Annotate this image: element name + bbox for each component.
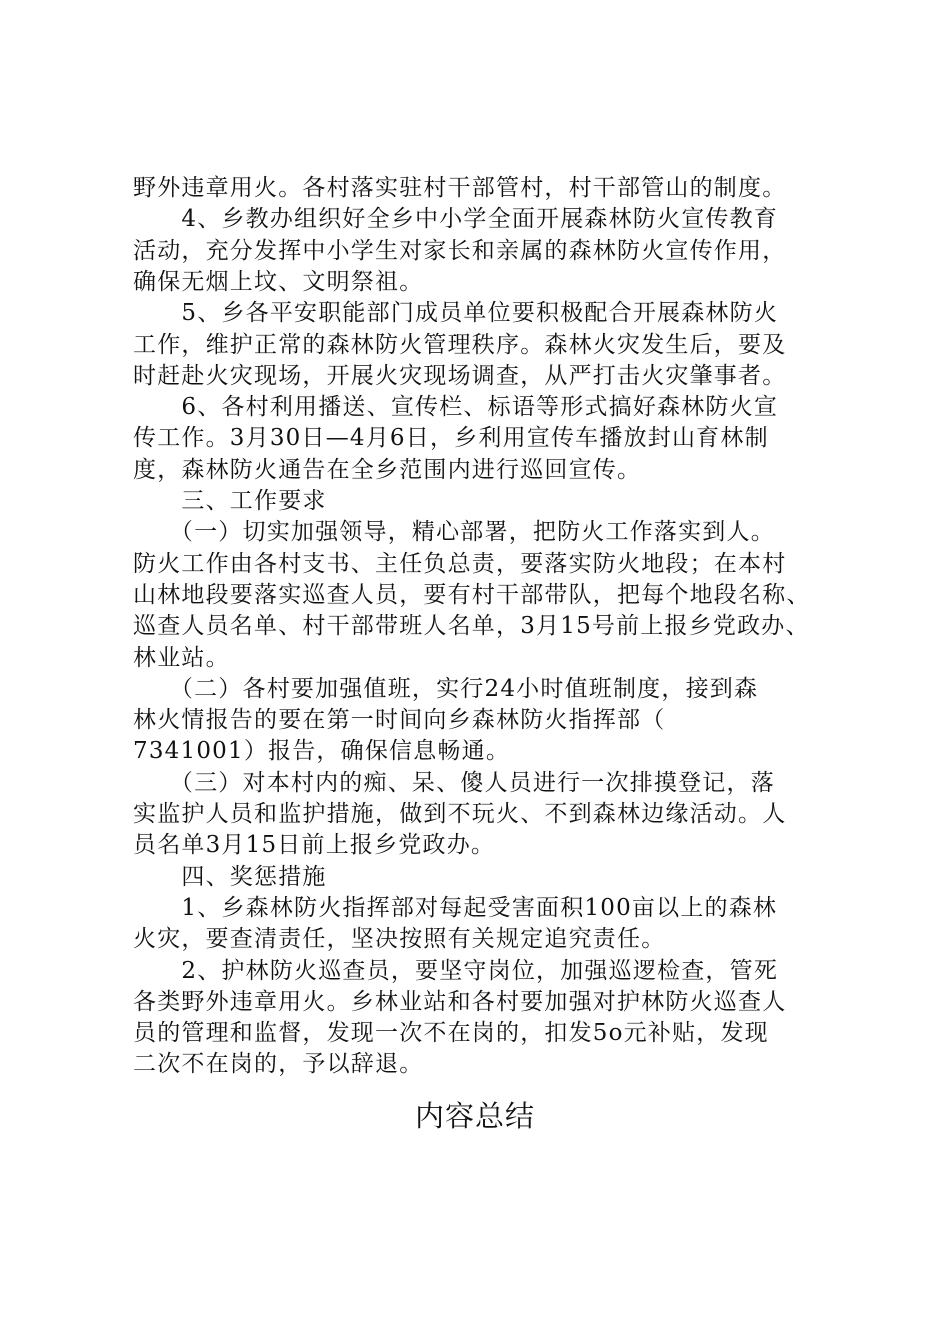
text-line: 传工作。3月30日—4月6日，乡利用宣传车播放封山育林制 [133,425,769,451]
text-line: 野外违章用火。各村落实驻村干部管村，村干部管山的制度。 [133,175,787,201]
text-line: 各类野外违章用火。乡林业站和各村要加强对护林防火巡查人 [133,989,787,1015]
text-line: 6、各村利用播送、宣传栏、标语等形式搞好森林防火宣 [133,394,779,420]
text-line: 7341001）报告，确保信息畅通。 [133,738,511,764]
text-line: 巡查人员名单、村干部带班人名单，3月15号前上报乡党政办、 [133,613,810,639]
text-line: 林火情报告的要在第一时间向乡森林防火指挥部（ [133,707,666,733]
text-line: 二次不在岗的，予以辞退。 [133,1051,424,1077]
text-line: （一）切实加强领导，精心部署，把防火工作落实到人。 [133,519,775,545]
text-line: 员的管理和监督，发现一次不在岗的，扣发5o元补贴，发现 [133,1020,769,1046]
text-line: 4、乡教办组织好全乡中小学全面开展森林防火宣传教育 [133,206,779,232]
section-heading: 三、工作要求 [133,488,327,514]
text-line: 2、护林防火巡查员，要坚守岗位，加强巡逻检查，管死 [133,958,779,984]
text-line: 1、乡森林防火指挥部对每起受害面积100亩以上的森林 [133,895,778,921]
text-line: （三）对本村内的痴、呆、傻人员进行一次排摸登记，落 [133,770,775,796]
text-line: 确保无烟上坟、文明祭祖。 [133,269,424,295]
text-line: 活动，充分发挥中小学生对家长和亲属的森林防火宣传作用， [133,238,787,264]
text-line: 林业站。 [133,645,230,671]
text-line: 员名单3月15日前上报乡党政办。 [133,832,496,858]
text-line: 时赶赴火灾现场，开展火灾现场调查，从严打击火灾肇事者。 [133,363,787,389]
text-line: 火灾，要查清责任，坚决按照有关规定追究责任。 [133,926,666,952]
text-line: 防火工作由各村支书、主任负总责，要落实防火地段；在本村 [133,551,787,577]
summary-heading: 内容总结 [414,1099,535,1133]
text-line: 实监护人员和监护措施，做到不玩火、不到森林边缘活动。人 [133,801,787,827]
text-line: （二）各村要加强值班，实行24小时值班制度，接到森 [133,676,759,702]
section-heading: 四、奖惩措施 [133,864,327,890]
text-line: 山林地段要落实巡查人员，要有村干部带队，把每个地段名称、 [133,582,811,608]
text-line: 5、乡各平安职能部门成员单位要积极配合开展森林防火 [133,300,779,326]
text-line: 度，森林防火通告在全乡范围内进行巡回宣传。 [133,457,642,483]
text-line: 工作，维护正常的森林防火管理秩序。森林火灾发生后，要及 [133,332,787,358]
